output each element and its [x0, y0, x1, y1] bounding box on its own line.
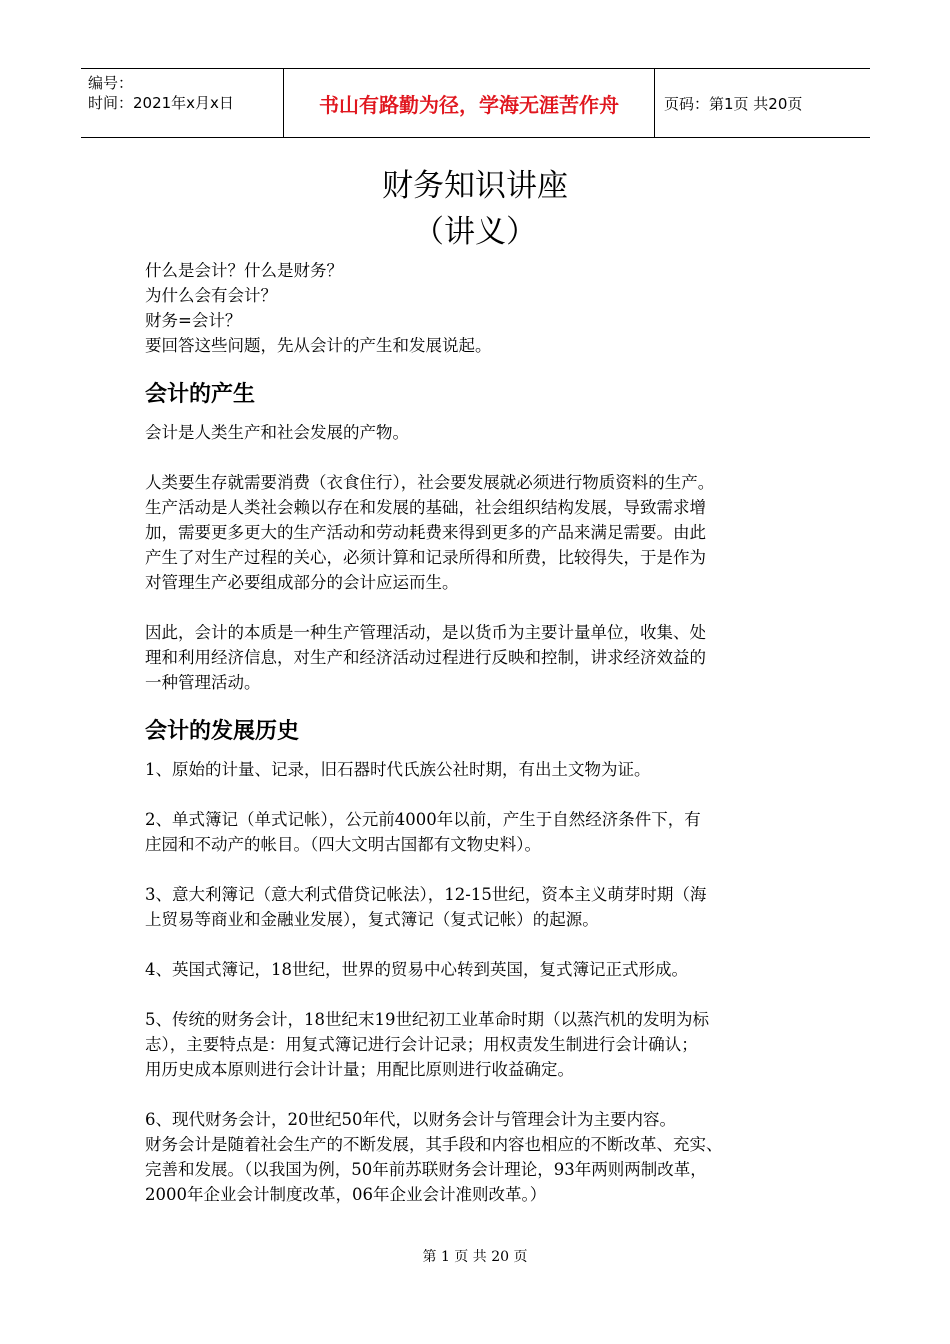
page-header: [81, 68, 870, 138]
section-heading-history: 会计的发展历史: [145, 719, 300, 744]
list-item: 1、原始的计量、记录，旧石器时代氏族公社时期，有出土文物为证。: [145, 760, 651, 779]
intro-line: 财务=会计？: [145, 311, 242, 330]
paragraph-line: 生产活动是人类社会赖以存在和发展的基础，社会组织结构发展，导致需求增: [145, 498, 706, 517]
list-item: 财务会计是随着社会生产的不断发展，其手段和内容也相应的不断改革、充实、: [145, 1135, 723, 1154]
intro-line: 要回答这些问题，先从会计的产生和发展说起。: [145, 336, 492, 355]
document-body: [145, 258, 815, 1207]
header-page-info: 页码：第1页 共20页: [664, 94, 803, 113]
header-meta: [88, 73, 283, 133]
paragraph-line: 人类要生存就需要消费（衣食住行），社会要发展就必须进行物质资料的生产。: [145, 473, 715, 492]
paragraph-line: 一种管理活动。: [145, 673, 261, 692]
list-item: 庄园和不动产的帐目。（四大文明古国都有文物史料）。: [145, 835, 541, 854]
list-item: 6、现代财务会计，20世纪50年代，以财务会计与管理会计为主要内容。: [145, 1110, 676, 1129]
list-item: 完善和发展。（以我国为例，50年前苏联财务会计理论，93年两则两制改革，: [145, 1160, 707, 1179]
time-label: 时间：2021年x月x日: [88, 94, 234, 112]
page-footer: 第 1 页 共 20 页: [422, 1249, 528, 1265]
paragraph-line: 理和利用经济信息，对生产和经济活动过程进行反映和控制，讲求经济效益的: [145, 648, 706, 667]
list-item: 2000年企业会计制度改革，06年企业会计准则改革。）: [145, 1185, 547, 1204]
paragraph-line: 对管理生产必要组成部分的会计应运而生。: [145, 573, 459, 592]
paragraph-line: 产生了对生产过程的关心，必须计算和记录所得和所费，比较得失，于是作为: [145, 548, 706, 567]
paragraph-line: 因此，会计的本质是一种生产管理活动，是以货币为主要计量单位，收集、处: [145, 623, 706, 642]
list-item: 5、传统的财务会计，18世纪末19世纪初工业革命时期（以蒸汽机的发明为标: [145, 1010, 709, 1029]
paragraph-line: 加，需要更多更大的生产活动和劳动耗费来得到更多的产品来满足需要。由此: [145, 523, 706, 542]
list-item: 用历史成本原则进行会计计量；用配比原则进行收益确定。: [145, 1060, 574, 1079]
intro-line: 为什么会有会计？: [145, 286, 277, 305]
document-title: 财务知识讲座: [382, 168, 568, 204]
list-item: 志），主要特点是：用复式簿记进行会计记录；用权责发生制进行会计确认；: [145, 1035, 698, 1054]
list-item: 上贸易等商业和金融业发展），复式簿记（复式记帐）的起源。: [145, 910, 599, 929]
list-item: 2、单式簿记（单式记帐），公元前4000年以前，产生于自然经济条件下，有: [145, 810, 701, 829]
intro-line: 什么是会计？什么是财务？: [145, 261, 343, 280]
list-item: 3、意大利簿记（意大利式借贷记帐法），12-15世纪，资本主义萌芽时期（海: [145, 885, 707, 904]
paragraph: 会计是人类生产和社会发展的产物。: [145, 423, 409, 442]
code-label: 编号：: [88, 74, 134, 92]
header-motto: 书山有路勤为径，学海无涯苦作舟: [283, 69, 655, 137]
section-heading-origin: 会计的产生: [145, 382, 256, 407]
document-subtitle: （讲义）: [413, 214, 537, 250]
list-item: 4、英国式簿记，18世纪，世界的贸易中心转到英国，复式簿记正式形成。: [145, 960, 688, 979]
